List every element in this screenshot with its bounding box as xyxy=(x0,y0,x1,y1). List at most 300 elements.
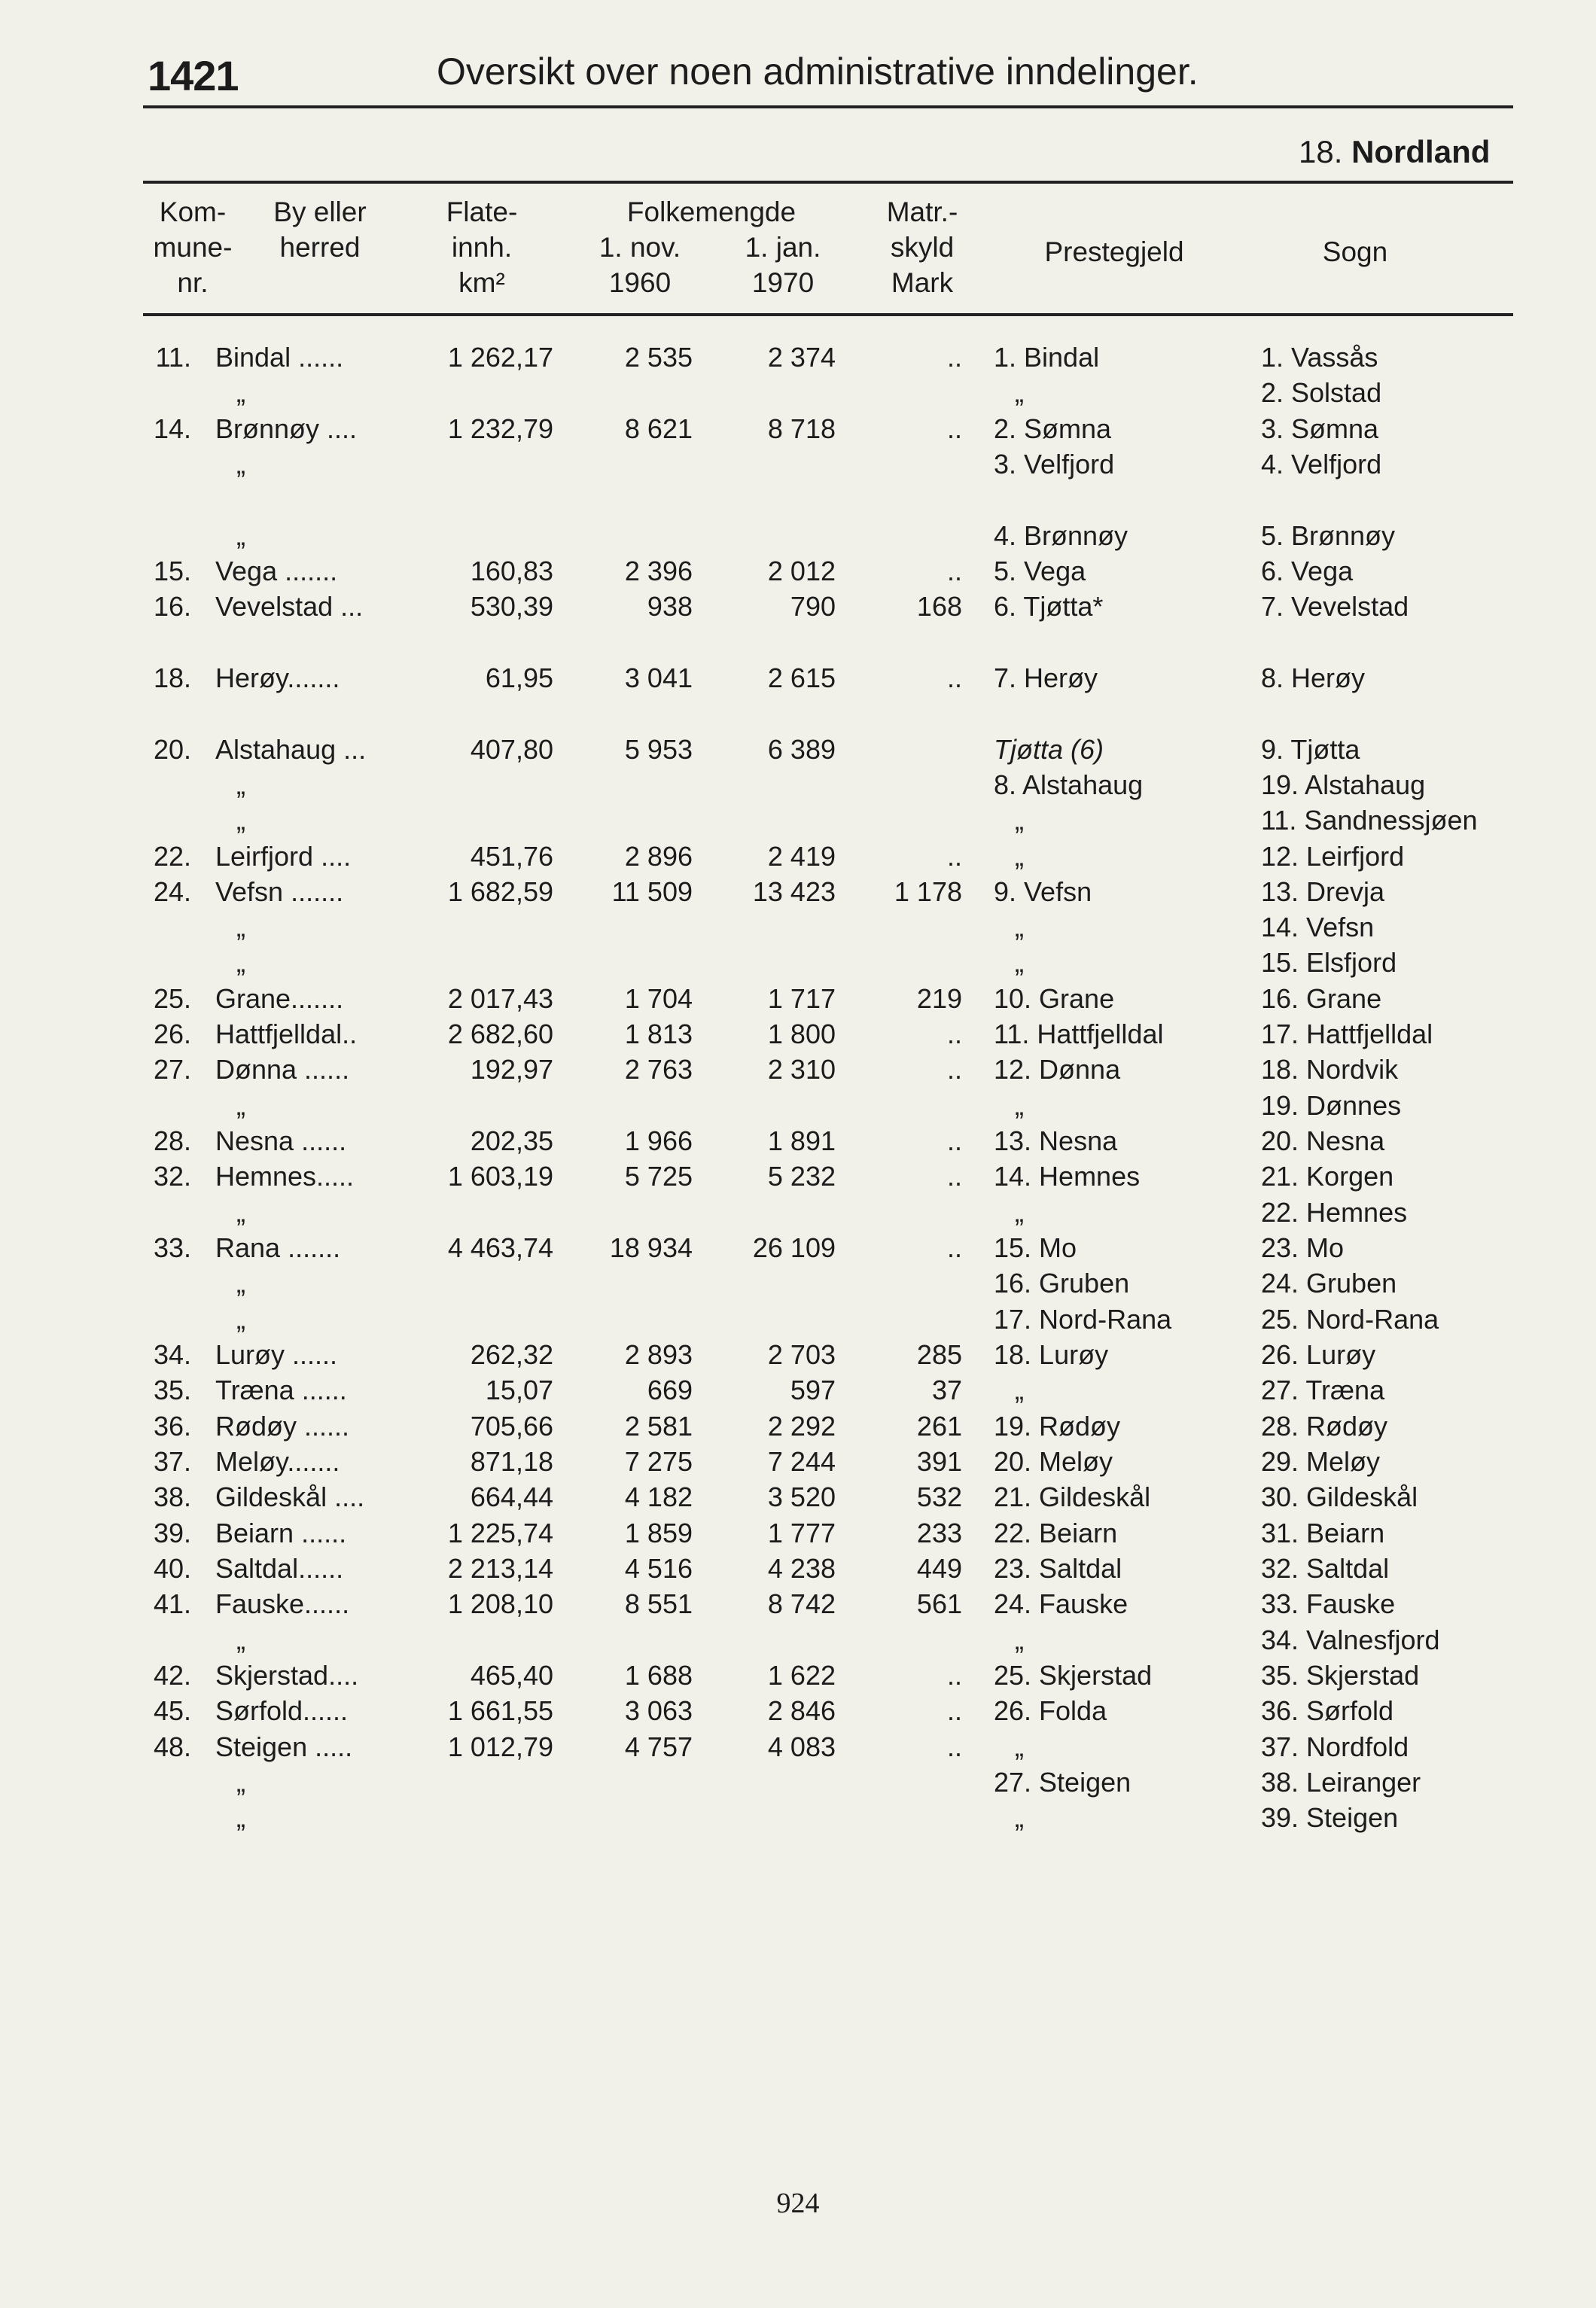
cell-p1970 xyxy=(730,446,836,482)
cell-p1960: 3 041 xyxy=(624,662,693,693)
cell-sogn xyxy=(1261,482,1577,517)
cell-p1970: 597 xyxy=(790,1375,836,1406)
cell-nr xyxy=(148,802,191,838)
cell-p1960 xyxy=(587,1265,693,1301)
cell-p1960: 4 182 xyxy=(624,1481,693,1513)
cell-sogn: 24. Gruben xyxy=(1261,1268,1397,1299)
cell-p1960 xyxy=(587,1302,693,1337)
cell-matr xyxy=(873,767,962,802)
cell-area: 262,32 xyxy=(470,1339,553,1370)
header-rule xyxy=(143,105,1513,108)
cell-nr xyxy=(148,767,191,802)
cell-name: Vega ....... xyxy=(215,555,338,586)
cell-sogn: 37. Nordfold xyxy=(1261,1731,1409,1762)
cell-prestegjeld: 19. Rødøy xyxy=(994,1410,1121,1442)
col-by-herred-l2: herred xyxy=(279,232,361,263)
cell-name: Beiarn ...... xyxy=(215,1517,347,1548)
cell-prestegjeld: 4. Brønnøy xyxy=(994,519,1128,551)
cell-p1970 xyxy=(730,1764,836,1800)
cell-p1970: 2 846 xyxy=(767,1695,836,1727)
cell-nr xyxy=(148,518,191,553)
cell-p1960 xyxy=(587,1622,693,1658)
cell-nr: 39. xyxy=(153,1517,191,1548)
cell-sogn: 22. Hemnes xyxy=(1261,1196,1408,1228)
cell-nr: 16. xyxy=(153,591,191,623)
cell-matr: 449 xyxy=(916,1552,962,1584)
cell-p1960 xyxy=(587,1764,693,1800)
cell-nr: 22. xyxy=(153,840,191,872)
cell-p1960: 4 757 xyxy=(624,1731,693,1762)
cell-p1960 xyxy=(587,375,693,410)
cell-sogn: 21. Korgen xyxy=(1261,1161,1394,1192)
cell-p1960 xyxy=(587,518,693,553)
cell-prestegjeld: 15. Mo xyxy=(994,1232,1077,1263)
cell-p1970: 26 109 xyxy=(752,1232,836,1263)
cell-prestegjeld: 24. Fauske xyxy=(994,1588,1128,1620)
cell-matr: .. xyxy=(946,1125,962,1156)
cell-area xyxy=(422,625,553,660)
cell-p1960: 1 859 xyxy=(624,1517,693,1548)
cell-p1960: 2 896 xyxy=(624,840,693,872)
cell-matr: .. xyxy=(946,1232,962,1263)
cell-p1970 xyxy=(730,1800,836,1835)
cell-sogn: 30. Gildeskål xyxy=(1261,1481,1418,1513)
cell-area: 1 262,17 xyxy=(447,342,553,373)
cell-area: 160,83 xyxy=(470,555,553,586)
cell-sogn: 26. Lurøy xyxy=(1261,1339,1376,1370)
cell-sogn: 13. Drevja xyxy=(1261,875,1385,907)
cell-name: Lurøy ...... xyxy=(215,1339,338,1370)
cell-nr: 40. xyxy=(153,1552,191,1584)
cell-matr xyxy=(873,1302,962,1337)
cell-matr: .. xyxy=(946,1731,962,1762)
col-kommune-nr-l2: mune- xyxy=(153,232,233,263)
cell-sogn: 31. Beiarn xyxy=(1261,1517,1385,1548)
cell-matr: 261 xyxy=(916,1410,962,1442)
cell-nr xyxy=(148,909,191,945)
cell-name: Vefsn ....... xyxy=(215,875,344,907)
cell-nr xyxy=(148,1764,191,1800)
cell-p1960 xyxy=(587,909,693,945)
cell-matr xyxy=(873,1764,962,1800)
cell-name xyxy=(215,482,419,517)
cell-matr: .. xyxy=(946,1019,962,1050)
cell-area: 2 682,60 xyxy=(447,1019,553,1050)
cell-prestegjeld: 22. Beiarn xyxy=(994,1517,1118,1548)
cell-sogn: 3. Sømna xyxy=(1261,413,1379,444)
col-kommune-nr-l1: Kom- xyxy=(159,196,227,227)
footer-page-number: 924 xyxy=(776,2188,820,2219)
cell-name: „ xyxy=(236,912,245,943)
cell-matr: .. xyxy=(946,342,962,373)
cell-nr: 37. xyxy=(153,1445,191,1477)
cell-p1960 xyxy=(587,696,693,731)
cell-name: „ xyxy=(236,1802,245,1834)
cell-prestegjeld: 17. Nord-Rana xyxy=(994,1303,1172,1335)
cell-name: Fauske...... xyxy=(215,1588,350,1620)
cell-name: „ xyxy=(236,1196,245,1228)
cell-matr xyxy=(873,1088,962,1123)
cell-prestegjeld: 13. Nesna xyxy=(994,1125,1118,1156)
cell-p1960: 1 966 xyxy=(624,1125,693,1156)
cell-nr: 32. xyxy=(153,1161,191,1192)
cell-matr: .. xyxy=(946,1161,962,1192)
cell-area xyxy=(422,1622,553,1658)
cell-sogn: 12. Leirfjord xyxy=(1261,840,1405,872)
cell-p1960: 2 396 xyxy=(624,555,693,586)
page-number: 1421 xyxy=(148,52,239,99)
cell-matr: .. xyxy=(946,555,962,586)
cell-area: 1 682,59 xyxy=(447,875,553,907)
cell-sogn: 35. Skjerstad xyxy=(1261,1659,1420,1691)
cell-area: 871,18 xyxy=(470,1445,553,1477)
cell-p1970: 4 238 xyxy=(767,1552,836,1584)
cell-prestegjeld: „ xyxy=(1015,377,1024,409)
cell-p1970: 790 xyxy=(790,591,836,623)
cell-p1960: 5 725 xyxy=(624,1161,693,1192)
col-flate xyxy=(422,194,542,300)
cell-nr: 20. xyxy=(153,733,191,765)
cell-area: 15,07 xyxy=(485,1375,553,1406)
cell-name: Rana ....... xyxy=(215,1232,341,1263)
cell-sogn: 18. Nordvik xyxy=(1261,1054,1399,1085)
cell-p1960: 8 551 xyxy=(624,1588,693,1620)
col-matr-l1: Matr.- xyxy=(886,196,958,227)
cell-matr xyxy=(873,945,962,980)
cell-name: „ xyxy=(236,947,245,979)
cell-matr: .. xyxy=(946,662,962,693)
cell-p1970: 2 419 xyxy=(767,840,836,872)
cell-prestegjeld: „ xyxy=(1015,1089,1024,1121)
cell-p1960: 8 621 xyxy=(624,413,693,444)
cell-p1970: 1 777 xyxy=(767,1517,836,1548)
cell-prestegjeld: 9. Vefsn xyxy=(994,875,1092,907)
cell-prestegjeld: 6. Tjøtta* xyxy=(994,591,1104,623)
cell-p1960: 2 763 xyxy=(624,1054,693,1085)
cell-nr xyxy=(148,696,191,731)
cell-p1970: 7 244 xyxy=(767,1445,836,1477)
cell-p1970 xyxy=(730,375,836,410)
col-sogn: Sogn xyxy=(1322,236,1388,267)
cell-area xyxy=(422,696,553,731)
cell-p1960: 11 509 xyxy=(611,875,693,907)
cell-area xyxy=(422,945,553,980)
cell-name: Nesna ...... xyxy=(215,1125,347,1156)
cell-area xyxy=(422,1195,553,1230)
cell-name: „ xyxy=(236,1089,245,1121)
cell-area xyxy=(422,909,553,945)
cell-prestegjeld: „ xyxy=(1015,1802,1024,1834)
cell-area xyxy=(422,446,553,482)
cell-area: 465,40 xyxy=(470,1659,553,1691)
cell-prestegjeld: 2. Sømna xyxy=(994,413,1112,444)
cell-nr: 28. xyxy=(153,1125,191,1156)
cell-matr: 219 xyxy=(916,982,962,1014)
col-1970-l1: 1. jan. xyxy=(745,232,821,263)
cell-p1970 xyxy=(730,1622,836,1658)
cell-prestegjeld: 8. Alstahaug xyxy=(994,769,1144,800)
cell-name: Gildeskål .... xyxy=(215,1481,365,1513)
cell-name: „ xyxy=(236,769,245,800)
cell-matr: .. xyxy=(946,840,962,872)
cell-p1960: 2 893 xyxy=(624,1339,693,1370)
cell-p1960 xyxy=(587,482,693,517)
cell-matr xyxy=(873,802,962,838)
cell-p1970: 2 703 xyxy=(767,1339,836,1370)
cell-matr: 285 xyxy=(916,1339,962,1370)
cell-p1970: 8 742 xyxy=(767,1588,836,1620)
cell-prestegjeld: 10. Grane xyxy=(994,982,1115,1014)
cell-p1970: 1 717 xyxy=(767,982,836,1014)
cell-p1970: 4 083 xyxy=(767,1731,836,1762)
cell-p1960: 938 xyxy=(647,591,693,623)
cell-sogn: 28. Rødøy xyxy=(1261,1410,1388,1442)
cell-prestegjeld: „ xyxy=(1015,912,1024,943)
cell-prestegjeld: 12. Dønna xyxy=(994,1054,1121,1085)
cell-name: Skjerstad.... xyxy=(215,1659,359,1691)
cell-p1960: 2 535 xyxy=(624,342,693,373)
cell-area xyxy=(422,518,553,553)
cell-p1970: 8 718 xyxy=(767,413,836,444)
cell-prestegjeld: 21. Gildeskål xyxy=(994,1481,1151,1513)
cell-matr xyxy=(873,1265,962,1301)
cell-area: 1 225,74 xyxy=(447,1517,553,1548)
cell-area xyxy=(422,1302,553,1337)
cell-p1970: 5 232 xyxy=(767,1161,836,1192)
cell-area xyxy=(422,1764,553,1800)
cell-p1970 xyxy=(730,518,836,553)
cell-area xyxy=(422,482,553,517)
cell-area xyxy=(422,1800,553,1835)
cell-p1970: 1 891 xyxy=(767,1125,836,1156)
cell-nr xyxy=(148,1265,191,1301)
cell-name: Hattfjelldal.. xyxy=(215,1019,358,1050)
cell-prestegjeld: 11. Hattfjelldal xyxy=(994,1019,1164,1050)
cell-prestegjeld: 18. Lurøy xyxy=(994,1339,1109,1370)
cell-p1970 xyxy=(730,909,836,945)
cell-nr: 27. xyxy=(153,1054,191,1085)
cell-p1970 xyxy=(730,1302,836,1337)
cell-nr: 18. xyxy=(153,662,191,693)
col-1970-l2: 1970 xyxy=(751,267,815,298)
col-matr-l3: Mark xyxy=(891,267,954,298)
cell-nr xyxy=(148,1088,191,1123)
cell-matr xyxy=(873,696,962,731)
cell-matr xyxy=(873,625,962,660)
cell-nr xyxy=(148,1800,191,1835)
cell-nr: 25. xyxy=(153,982,191,1014)
cell-p1970 xyxy=(730,802,836,838)
cell-name: Grane....... xyxy=(215,982,344,1014)
cell-p1960: 2 581 xyxy=(624,1410,693,1442)
cell-sogn: 5. Brønnøy xyxy=(1261,519,1396,551)
cell-p1970: 2 615 xyxy=(767,662,836,693)
cell-name: „ xyxy=(236,1624,245,1655)
cell-nr: 14. xyxy=(153,413,191,444)
cell-p1960: 7 275 xyxy=(624,1445,693,1477)
col-1960-l1: 1. nov. xyxy=(598,232,681,263)
cell-area: 451,76 xyxy=(470,840,553,872)
cell-nr xyxy=(148,1195,191,1230)
cell-prestegjeld: „ xyxy=(1015,947,1024,979)
cell-p1960: 4 516 xyxy=(624,1552,693,1584)
cell-area xyxy=(422,375,553,410)
cell-area: 2 017,43 xyxy=(447,982,553,1014)
cell-nr xyxy=(148,446,191,482)
cell-nr: 35. xyxy=(153,1375,191,1406)
cell-sogn: 19. Dønnes xyxy=(1261,1089,1402,1121)
cell-name: Vevelstad ... xyxy=(215,591,364,623)
col-folkemengde: Folkemengde xyxy=(626,196,796,227)
cell-sogn: 14. Vefsn xyxy=(1261,912,1375,943)
cell-name: Meløy....... xyxy=(215,1445,340,1477)
col-by-herred-l1: By eller xyxy=(273,196,367,227)
col-kommune-nr-l3: nr. xyxy=(177,267,209,298)
cell-area: 2 213,14 xyxy=(447,1552,553,1584)
cell-name: „ xyxy=(236,377,245,409)
cell-sogn: 25. Nord-Rana xyxy=(1261,1303,1439,1335)
cell-sogn: 36. Sørfold xyxy=(1261,1695,1394,1727)
col-matr xyxy=(866,194,979,300)
cell-sogn: 11. Sandnessjøen xyxy=(1261,805,1478,836)
cell-p1970 xyxy=(730,945,836,980)
cell-prestegjeld: „ xyxy=(1015,1624,1024,1655)
cell-p1960: 5 953 xyxy=(624,733,693,765)
cell-area xyxy=(422,767,553,802)
cell-prestegjeld: 20. Meløy xyxy=(994,1445,1113,1477)
cell-sogn: 4. Velfjord xyxy=(1261,449,1382,480)
cell-prestegjeld: „ xyxy=(1015,1375,1024,1406)
cell-p1970 xyxy=(730,1088,836,1123)
cell-matr: 561 xyxy=(916,1588,962,1620)
cell-matr: 391 xyxy=(916,1445,962,1477)
cell-p1960: 18 934 xyxy=(609,1232,693,1263)
cell-p1960 xyxy=(587,1800,693,1835)
cell-area: 530,39 xyxy=(470,591,553,623)
cell-matr: .. xyxy=(946,1659,962,1691)
cell-sogn: 29. Meløy xyxy=(1261,1445,1381,1477)
cell-nr: 38. xyxy=(153,1481,191,1513)
cell-area: 1 603,19 xyxy=(447,1161,553,1192)
cell-sogn: 27. Træna xyxy=(1261,1375,1385,1406)
cell-area: 202,35 xyxy=(470,1125,553,1156)
cell-name: Sørfold...... xyxy=(215,1695,349,1727)
running-title: Oversikt over noen administrative inndelinger. xyxy=(437,50,1199,93)
cell-p1960 xyxy=(587,446,693,482)
cell-matr: 532 xyxy=(916,1481,962,1513)
cell-prestegjeld: 23. Saltdal xyxy=(994,1552,1122,1584)
cell-name: Saltdal...... xyxy=(215,1552,344,1584)
cell-matr xyxy=(873,732,962,767)
cell-nr: 42. xyxy=(153,1659,191,1691)
cell-matr xyxy=(873,482,962,517)
cell-prestegjeld xyxy=(994,696,1242,731)
cell-prestegjeld: 5. Vega xyxy=(994,555,1086,586)
cell-name: Hemnes..... xyxy=(215,1161,355,1192)
cell-p1970 xyxy=(730,625,836,660)
cell-p1970 xyxy=(730,482,836,517)
cell-area: 1 012,79 xyxy=(447,1731,553,1762)
cell-p1970 xyxy=(730,1195,836,1230)
cell-p1960 xyxy=(587,945,693,980)
cell-prestegjeld xyxy=(994,482,1242,517)
col-flate-l3: km² xyxy=(458,267,505,298)
cell-matr: .. xyxy=(946,1054,962,1085)
cell-prestegjeld: „ xyxy=(1015,840,1024,872)
cell-sogn: 2. Solstad xyxy=(1261,377,1382,409)
cell-sogn: 1. Vassås xyxy=(1261,342,1378,373)
cell-prestegjeld: „ xyxy=(1015,805,1024,836)
col-flate-l1: Flate- xyxy=(446,196,518,227)
cell-sogn: 17. Hattfjelldal xyxy=(1261,1019,1433,1050)
cell-name: Træna ...... xyxy=(215,1375,347,1406)
cell-sogn: 33. Fauske xyxy=(1261,1588,1396,1620)
cell-name: Leirfjord .... xyxy=(215,840,352,872)
cell-nr: 41. xyxy=(153,1588,191,1620)
cell-nr: 11. xyxy=(155,342,191,373)
cell-nr: 48. xyxy=(153,1731,191,1762)
cell-name: „ xyxy=(236,449,245,480)
cell-matr: 37 xyxy=(931,1375,962,1406)
cell-sogn: 15. Elsfjord xyxy=(1261,947,1397,979)
cell-matr xyxy=(873,1195,962,1230)
col-1970 xyxy=(723,230,843,300)
cell-nr xyxy=(148,375,191,410)
cell-name: Bindal ...... xyxy=(215,342,344,373)
cell-name: „ xyxy=(236,1303,245,1335)
cell-matr: 168 xyxy=(916,591,962,623)
cell-nr xyxy=(148,625,191,660)
cell-sogn xyxy=(1261,696,1577,731)
cell-nr: 34. xyxy=(153,1339,191,1370)
cell-sogn: 8. Herøy xyxy=(1261,662,1366,693)
cell-p1970: 2 012 xyxy=(767,555,836,586)
cell-p1970 xyxy=(730,696,836,731)
cell-nr: 45. xyxy=(153,1695,191,1727)
cell-area: 4 463,74 xyxy=(447,1232,553,1263)
table-top-rule xyxy=(143,181,1513,184)
cell-nr xyxy=(148,1622,191,1658)
cell-prestegjeld: „ xyxy=(1015,1196,1024,1228)
cell-p1970: 2 310 xyxy=(767,1054,836,1085)
cell-p1970: 6 389 xyxy=(767,733,836,765)
cell-nr xyxy=(148,945,191,980)
cell-sogn: 6. Vega xyxy=(1261,555,1354,586)
cell-matr xyxy=(873,446,962,482)
cell-area: 61,95 xyxy=(485,662,553,693)
cell-name: Alstahaug ... xyxy=(215,733,367,765)
section-number: 18. xyxy=(1299,134,1343,169)
cell-name: Dønna ...... xyxy=(215,1054,350,1085)
cell-prestegjeld: „ xyxy=(1015,1731,1024,1762)
cell-sogn: 20. Nesna xyxy=(1261,1125,1385,1156)
cell-name: Herøy....... xyxy=(215,662,340,693)
cell-p1970 xyxy=(730,1265,836,1301)
cell-area xyxy=(422,802,553,838)
cell-name xyxy=(215,696,419,731)
cell-p1970: 2 374 xyxy=(767,342,836,373)
col-prestegjeld: Prestegjeld xyxy=(1044,236,1184,267)
cell-prestegjeld: 7. Herøy xyxy=(994,662,1098,693)
cell-p1960: 669 xyxy=(647,1375,693,1406)
cell-p1970: 1 800 xyxy=(767,1019,836,1050)
cell-sogn: 39. Steigen xyxy=(1261,1802,1399,1834)
cell-p1970: 1 622 xyxy=(767,1659,836,1691)
cell-prestegjeld: 26. Folda xyxy=(994,1695,1107,1727)
cell-prestegjeld: 1. Bindal xyxy=(994,342,1100,373)
cell-matr xyxy=(873,1622,962,1658)
cell-name xyxy=(215,625,419,660)
